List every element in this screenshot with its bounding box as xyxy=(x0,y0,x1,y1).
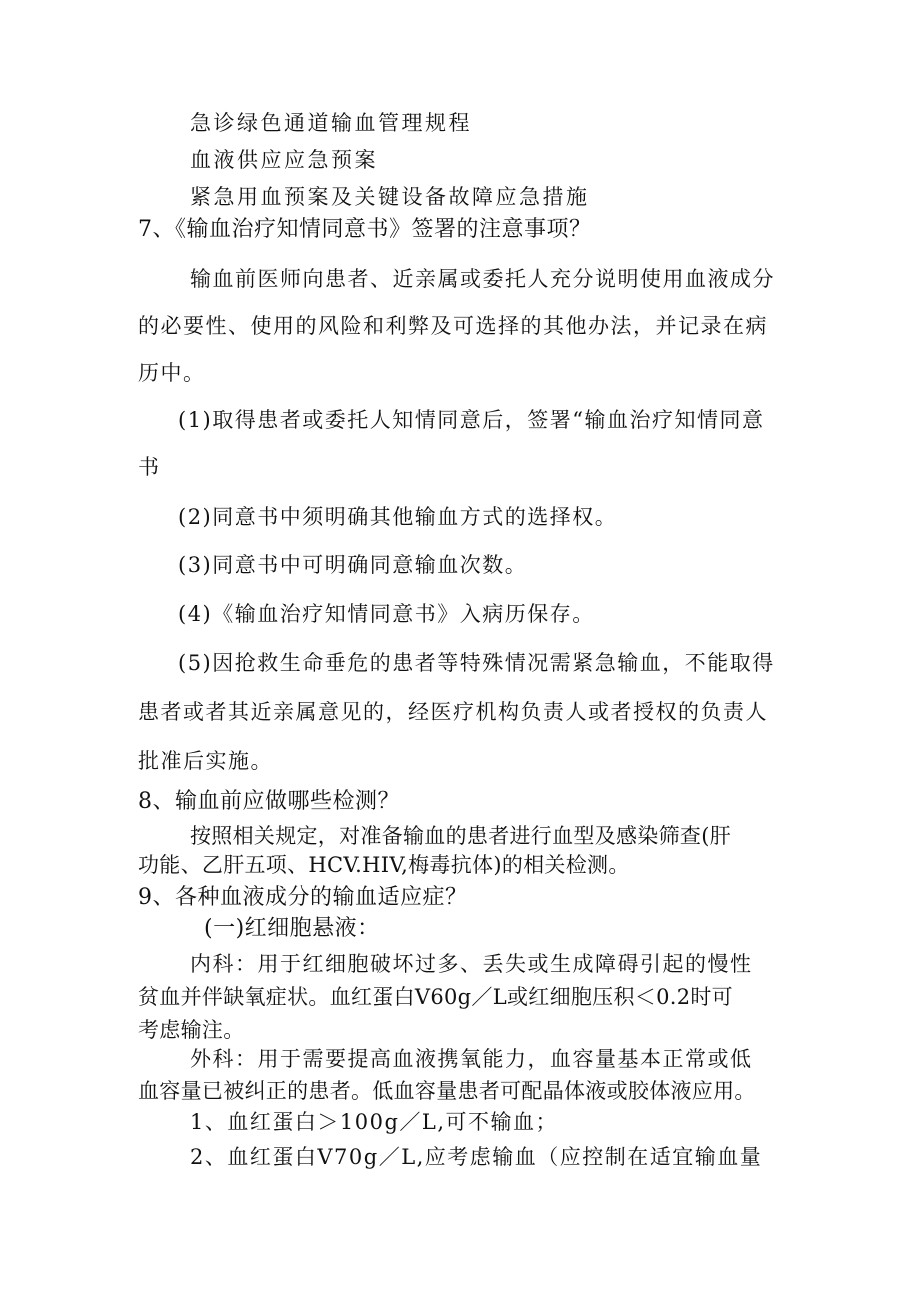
question-heading: 7、《输血治疗知情同意书》签署的注意事项？ xyxy=(138,217,592,242)
text-line: 内科：用于红细胞破坏过多、丢失或生成障碍引起的慢性 xyxy=(190,952,753,976)
text-line: 按照相关规定，对准备输血的患者进行血型及感染筛查(肝 xyxy=(190,824,731,848)
text-line: 贫血并伴缺氧症状。血红蛋白V60g／L或红细胞压积＜0.2时可 xyxy=(138,985,733,1009)
text-line: 血容量已被纠正的患者。低血容量患者可配晶体液或胶体液应用。 xyxy=(138,1079,756,1103)
text-line: 历中。 xyxy=(138,361,206,385)
text-line: 的必要性、使用的风险和利弊及可选择的其他办法，并记录在病 xyxy=(138,314,768,338)
list-item: (2)同意书中须明确其他输血方式的选择权。 xyxy=(178,505,618,529)
section-heading: (一)红细胞悬液： xyxy=(204,916,380,941)
text-line: 考虑输注。 xyxy=(138,1018,245,1042)
text-line: 书 xyxy=(138,455,161,479)
question-heading: 8、输血前应做哪些检测？ xyxy=(138,789,400,814)
text-line: 急诊绿色通道输血管理规程 xyxy=(190,111,472,135)
text-line: 批准后实施。 xyxy=(138,749,273,773)
list-item: 1、血红蛋白＞100g／L,可不输血； xyxy=(190,1110,559,1134)
text-line: 功能、乙肝五项、HCV.HIV,梅毒抗体)的相关检测。 xyxy=(138,853,630,877)
list-item: (3)同意书中可明确同意输血次数。 xyxy=(178,553,528,577)
list-item: (4)《输血治疗知情同意书》入病历保存。 xyxy=(178,602,595,626)
list-item: (1)取得患者或委托人知情同意后，签署“输血治疗知情同意 xyxy=(178,408,765,432)
text-line: 紧急用血预案及关键设备故障应急措施 xyxy=(190,185,590,209)
list-item: 2、血红蛋白V70g／L,应考虑输血（应控制在适宜输血量 xyxy=(190,1145,763,1169)
text-line: 外科：用于需要提高血液携氧能力，血容量基本正常或低 xyxy=(190,1047,753,1071)
text-line: 血液供应应急预案 xyxy=(190,148,378,172)
text-line: 患者或者其近亲属意见的，经医疗机构负责人或者授权的负责人 xyxy=(138,700,768,724)
text-line: 输血前医师向患者、近亲属或委托人充分说明使用血液成分 xyxy=(190,267,775,291)
list-item: (5)因抢救生命垂危的患者等特殊情况需紧急输血，不能取得 xyxy=(178,651,775,675)
question-heading: 9、各种血液成分的输血适应症？ xyxy=(138,885,468,910)
